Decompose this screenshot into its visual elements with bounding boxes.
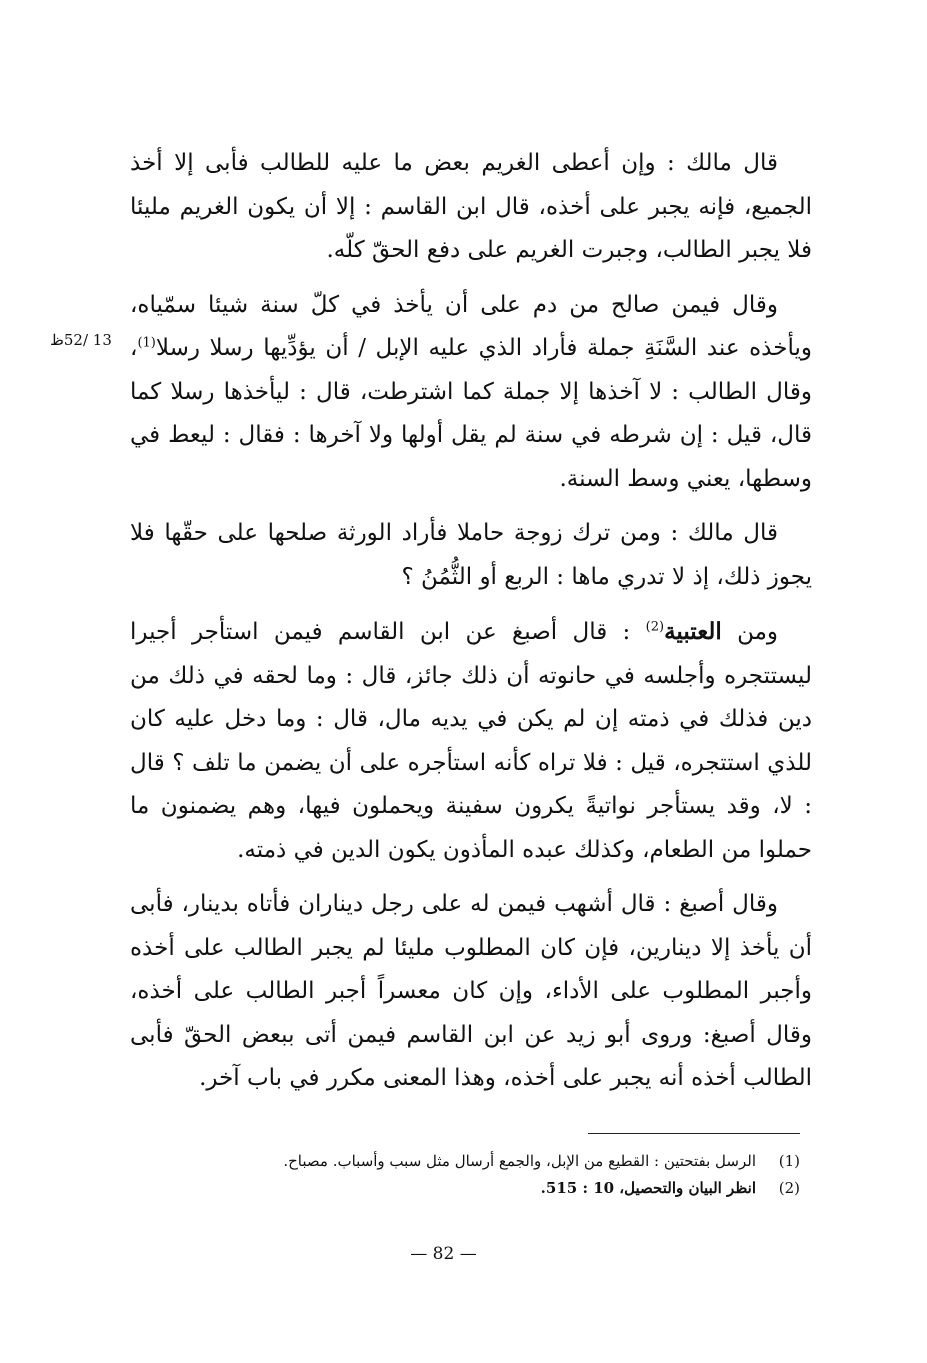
paragraph-4-lead: ومن	[721, 619, 779, 645]
page-number: — 82 —	[410, 1244, 477, 1264]
paragraph-4-text: : قال أصبغ عن ابن القاسم فيمن استأجر أجيرا ليستتجره وأجلسه في حانوته أن ذلك جائز، قال : وما لحقه في ذلك من دين فذلك في ذمته إن لم يكن في يديه مال، قال : وما دخل عليه كان للذي استتجره، قيل : فلا تراه كأنه استأجره على أن يضمن ما تلف ؟ قال : لا، وقد يستأجر نواتيةً يكرون سفينة ويحملون فيها، وهم يضمنون ما حملوا من الطعام، وكذلك عبده المأذون يكون الدين في ذمته.	[130, 619, 812, 863]
paragraph-3: قال مالك : ومن ترك زوجة حاملا فأراد الورثة صلحها على حقّها فلا يجوز ذلك، إذ لا تدري ماها : الربع أو الثُّمُنُ ؟	[130, 520, 812, 590]
footnote-ref-1: (1)	[137, 335, 156, 351]
paragraph-5: وقال أصبغ : قال أشهب فيمن له على رجل ديناران فأتاه بدينار، فأبى أن يأخذ إلا دينارين، فإن كان المطلوب مليئا لم يجبر الطالب على أخذه وأجبر المطلوب على الأداء، وإن كان معسراً أجبر الطالب على أخذه، وقال أصبغ: وروى أبو زيد عن ابن القاسم فيمن أتى ببعض الحقّ فأبى الطالب أخذه أنه يجبر على أخذه، وهذا المعنى مكرر في باب آخر.	[130, 891, 812, 1091]
footnote-2-number: (2)	[778, 1179, 800, 1197]
footnote-separator	[588, 1133, 800, 1134]
footnotes	[180, 1148, 800, 1202]
footnote-2-source: انظر البيان والتحصيل	[624, 1179, 756, 1197]
footnote-1	[180, 1148, 800, 1175]
paragraph-2-text-a: وقال فيمن صالح من دم على أن يأخذ في كلّ سنة شيئا سمّياه، ويأخذه عند السَّنَةِ جملة فأراد الذي عليه الإبل / أن يؤدِّيها رسلا رسلا	[130, 291, 812, 361]
footnote-2-text: ، 10 : 515.	[540, 1179, 625, 1197]
manuscript-folio-reference: 13 /52ظ	[50, 331, 112, 349]
footnote-1-number: (1)	[778, 1152, 800, 1170]
footnote-ref-2: (2)	[645, 619, 665, 635]
source-title-utbiyya: العتبية	[664, 618, 722, 645]
main-text	[130, 142, 812, 1112]
footnote-2	[180, 1175, 800, 1202]
paragraph-2	[130, 284, 812, 502]
paragraph-4	[130, 610, 812, 872]
paragraph-2-text-b: ، وقال الطالب : لا آخذها إلا جملة كما اشترطت، قال : ليأخذها رسلا كما قال، قيل : إن شرطه في سنة لم يقل أولها ولا آخرها : فقال : ليعط في وسطها، يعني وسط السنة.	[130, 335, 812, 492]
footnote-1-text: الرسل بفتحتين : القطيع من الإبل، والجمع أرسال مثل سبب وأسباب. مصباح.	[283, 1152, 756, 1170]
paragraph-1: قال مالك : وإن أعطى الغريم بعض ما عليه للطالب فأبى إلا أخذ الجميع، فإنه يجبر على أخذه، قال ابن القاسم : إلا أن يكون الغريم مليئا فلا يجبر الطالب، وجبرت الغريم على دفع الحقّ كلّه.	[130, 150, 812, 263]
